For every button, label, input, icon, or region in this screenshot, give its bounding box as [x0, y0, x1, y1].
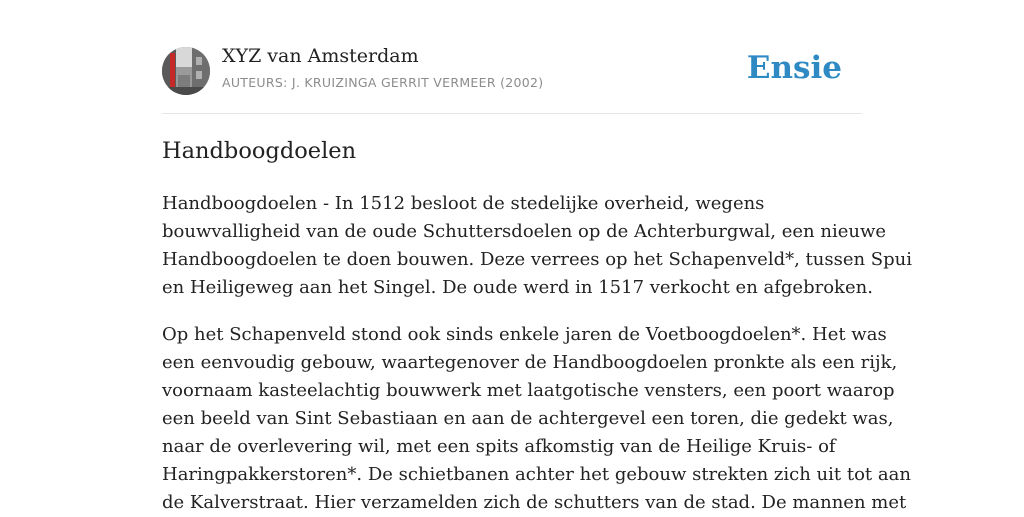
book-header: [162, 0, 862, 114]
paragraph-line: de Kalverstraat. Hier verzamelden zich de schutters van de stad. De mannen met: [162, 492, 907, 513]
book-authors: AUTEURS: J. KRUIZINGA GERRIT VERMEER (2002): [222, 75, 544, 90]
paragraph-line: voornaam kasteelachtig bouwwerk met laatgotische vensters, een poort waarop: [162, 380, 895, 401]
book-cover-thumbnail[interactable]: [162, 47, 210, 95]
paragraph-line: Haringpakkerstoren*. De schietbanen achter het gebouw strekten zich uit tot aan: [162, 464, 911, 485]
page: [162, 0, 913, 513]
article-paragraph-2: [162, 321, 911, 517]
paragraph-line: naar de overlevering wil, met een spits afkomstig van de Heilige Kruis- of: [162, 436, 836, 457]
article-title: Handboogdoelen: [162, 138, 357, 164]
paragraph-line: Handboogdoelen - In 1512 besloot de stedelijke overheid, wegens: [162, 193, 765, 214]
paragraph-line: Handboogdoelen te doen bouwen. Deze verrees op het Schapenveld*, tussen Spui: [162, 249, 913, 270]
paragraph-line: een beeld van Sint Sebastiaan en aan de achtergevel een toren, die gedekt was,: [162, 408, 894, 429]
paragraph-line: bouwvalligheid van de oude Schuttersdoelen op de Achterburgwal, een nieuwe: [162, 221, 887, 242]
book-title[interactable]: XYZ van Amsterdam: [222, 45, 419, 67]
street-photo-icon: [162, 47, 210, 95]
article-paragraph-1: [162, 190, 913, 302]
paragraph-line: en Heiligeweg aan het Singel. De oude werd in 1517 verkocht en afgebroken.: [162, 277, 873, 298]
paragraph-line: Op het Schapenveld stond ook sinds enkele jaren de Voetboogdoelen*. Het was: [162, 324, 887, 345]
ensie-logo[interactable]: Ensie: [746, 50, 842, 86]
paragraph-line: een eenvoudig gebouw, waartegenover de Handboogdoelen pronkte als een rijk,: [162, 352, 898, 373]
